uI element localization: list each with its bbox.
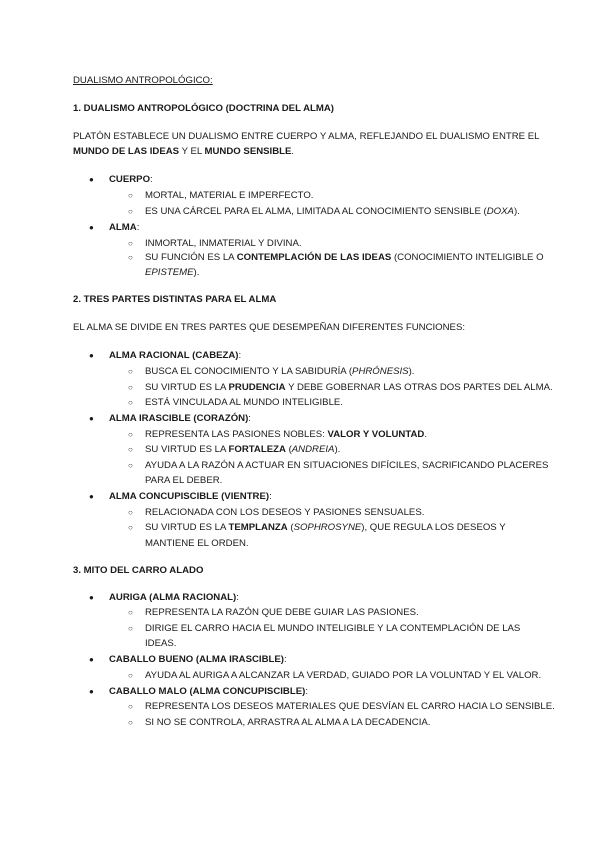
sub-item-continuation: IDEAS.	[145, 638, 177, 649]
list-item-auriga: ● AURIGA (ALMA RACIONAL):	[109, 592, 239, 604]
sub-item: ○ INMORTAL, INMATERIAL Y DIVINA.	[145, 238, 302, 250]
section-2-heading: 2. TRES PARTES DISTINTAS PARA EL ALMA	[73, 294, 277, 305]
sub-item: ○ MORTAL, MATERIAL E IMPERFECTO.	[145, 190, 313, 202]
list-item-alma-irascible: ● ALMA IRASCIBLE (CORAZÓN):	[109, 413, 251, 425]
sub-item-continuation: MANTIENE EL ORDEN.	[145, 538, 249, 549]
section-2-intro: EL ALMA SE DIVIDE EN TRES PARTES QUE DESEMPEÑAN DIFERENTES FUNCIONES:	[73, 322, 466, 333]
sub-item-continuation: EPISTEME).	[145, 267, 200, 278]
list-item-caballo-malo: ● CABALLO MALO (ALMA CONCUPISCIBLE):	[109, 686, 308, 698]
sub-item: ○ RELACIONADA CON LOS DESEOS Y PASIONES SENSUALES.	[145, 507, 424, 519]
sub-item: ○ AYUDA A LA RAZÓN A ACTUAR EN SITUACIONES DIFÍCILES, SACRIFICANDO PLACERES	[145, 460, 548, 472]
section-1-intro-line-2: MUNDO DE LAS IDEAS Y EL MUNDO SENSIBLE.	[73, 146, 295, 157]
sub-item: ○ SI NO SE CONTROLA, ARRASTRA AL ALMA A LA DECADENCIA.	[145, 717, 430, 729]
sub-item: ○ SU VIRTUD ES LA PRUDENCIA Y DEBE GOBERNAR LAS OTRAS DOS PARTES DEL ALMA.	[145, 382, 553, 394]
list-item-alma: ● ALMA:	[109, 222, 139, 234]
sub-item: ○ ESTÁ VINCULADA AL MUNDO INTELIGIBLE.	[145, 397, 343, 409]
sub-item-continuation: PARA EL DEBER.	[145, 475, 223, 486]
section-1-heading: 1. DUALISMO ANTROPOLÓGICO (DOCTRINA DEL ALMA)	[73, 103, 334, 114]
section-3-heading: 3. MITO DEL CARRO ALADO	[73, 565, 204, 576]
sub-item: ○ BUSCA EL CONOCIMIENTO Y LA SABIDURÍA (PHRÓNESIS).	[145, 366, 414, 378]
mundo-ideas-term: MUNDO DE LAS IDEAS	[73, 146, 180, 157]
sub-item: ○ AYUDA AL AURIGA A ALCANZAR LA VERDAD, GUIADO POR LA VOLUNTAD Y EL VALOR.	[145, 670, 541, 682]
section-1-intro-line-1: PLATÓN ESTABLECE UN DUALISMO ENTRE CUERPO Y ALMA, REFLEJANDO EL DUALISMO ENTRE EL	[73, 131, 540, 142]
sub-item: ○ REPRESENTA LA RAZÓN QUE DEBE GUIAR LAS PASIONES.	[145, 607, 419, 619]
list-item-cuerpo: ● CUERPO:	[109, 174, 153, 186]
page-title: DUALISMO ANTROPOLÓGICO:	[73, 75, 213, 86]
sub-item: ○ REPRESENTA LAS PASIONES NOBLES: VALOR Y VOLUNTAD.	[145, 429, 427, 441]
list-item-caballo-bueno: ● CABALLO BUENO (ALMA IRASCIBLE):	[109, 654, 287, 666]
sub-item: ○ DIRIGE EL CARRO HACIA EL MUNDO INTELIGIBLE Y LA CONTEMPLACIÓN DE LAS	[145, 623, 520, 635]
sub-item: ○ REPRESENTA LOS DESEOS MATERIALES QUE DESVÍAN EL CARRO HACIA LO SENSIBLE.	[145, 701, 555, 713]
sub-item: ○ SU VIRTUD ES LA TEMPLANZA (SOPHROSYNE), QUE REGULA LOS DESEOS Y	[145, 522, 506, 534]
sub-item: ○ SU VIRTUD ES LA FORTALEZA (ANDREIA).	[145, 444, 340, 456]
list-item-alma-concupiscible: ● ALMA CONCUPISCIBLE (VIENTRE):	[109, 491, 272, 503]
sub-item: ○ SU FUNCIÓN ES LA CONTEMPLACIÓN DE LAS IDEAS (CONOCIMIENTO INTELIGIBLE O	[145, 252, 544, 264]
mundo-sensible-term: MUNDO SENSIBLE	[204, 146, 292, 157]
list-item-alma-racional: ● ALMA RACIONAL (CABEZA):	[109, 350, 241, 362]
sub-item: ○ ES UNA CÁRCEL PARA EL ALMA, LIMITADA AL CONOCIMIENTO SENSIBLE (DOXA).	[145, 206, 520, 218]
